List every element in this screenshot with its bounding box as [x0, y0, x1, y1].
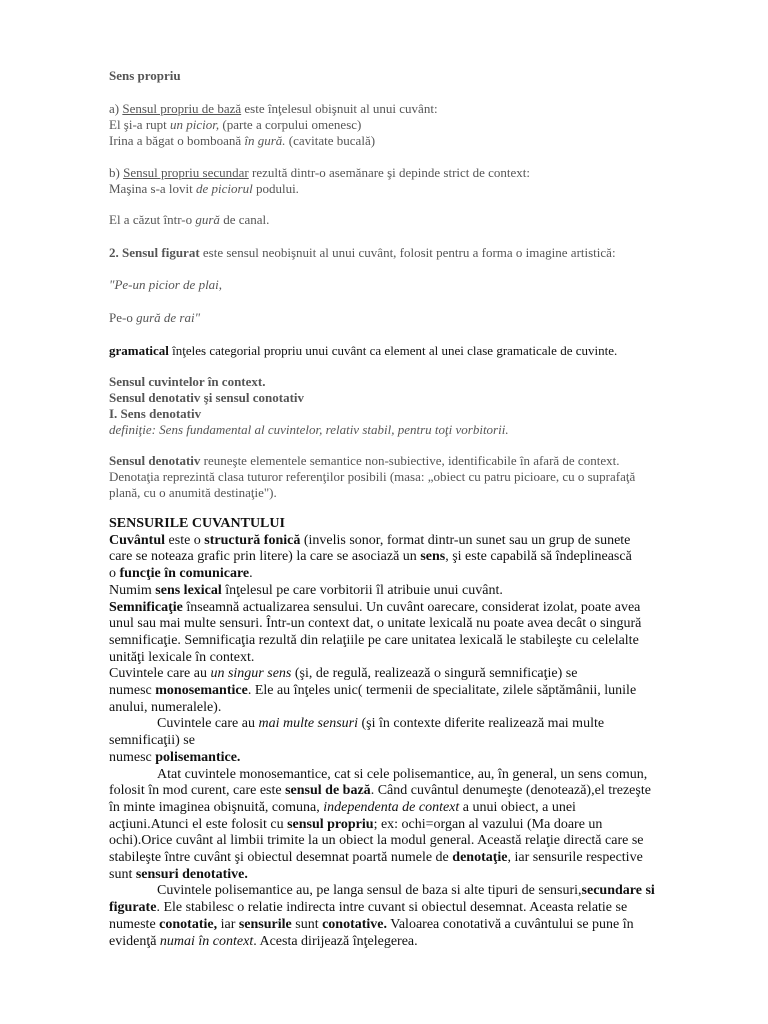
text-run: b): [109, 165, 124, 180]
text-run: Irina a băgat o bomboană: [109, 133, 245, 148]
text-line: Atat cuvintele monosemantice, cat si cele polisemantice, au, în general, un sens comun,: [157, 766, 648, 782]
text-run: înţelesul pe care vorbitorii îl atribuie unui cuvânt.: [221, 582, 503, 598]
section-sensul-figurat: [109, 245, 709, 261]
example-line: [109, 212, 709, 228]
text-run: este sensul neobişnuit al unui cuvânt, folosit pentru a forma o imagine artistică:: [199, 245, 616, 260]
text-line: [109, 817, 721, 834]
text-run: gură de rai": [136, 310, 201, 325]
text-run: Sensul denotativ: [109, 453, 201, 468]
text-run: podului.: [252, 181, 299, 196]
text-line: [109, 917, 721, 934]
text-run: acţiuni.Atunci el este folosit cu: [109, 816, 288, 832]
text-run: sens lexical: [155, 582, 222, 598]
text-run: numeste: [109, 916, 160, 932]
text-run: Sensul propriu de bază: [122, 101, 242, 116]
text-run: Valoarea conotativă a cuvântului se pune în: [387, 916, 634, 932]
text-run: conotative.: [322, 916, 388, 932]
text-run: (invelis sonor, format dintr-un sunet sau un grup de sunete: [300, 532, 631, 548]
text-run: de canal.: [219, 212, 270, 227]
text-run: Semnificaţie: [109, 599, 183, 615]
text-run: evidenţă: [109, 933, 160, 949]
text-run: polisemantice.: [155, 749, 241, 765]
text-run: conotatie,: [159, 916, 218, 932]
text-line: [109, 666, 721, 683]
text-run: Cuvintele care au: [157, 716, 259, 732]
text-run: (cavitate bucală): [285, 133, 376, 148]
definition-line: [109, 165, 709, 181]
text-run: . Când cuvântul denumeşte (denotează),el trezeşte: [370, 783, 651, 799]
section-gramatical: [109, 343, 709, 359]
text-run: sensuri denotative.: [135, 866, 248, 882]
text-line: [109, 343, 709, 359]
text-run: în minte imaginea obişnuită, comuna,: [109, 799, 324, 815]
text-run: independenta de context: [323, 799, 460, 815]
text-run: mai multe sensuri: [258, 716, 359, 732]
text-line: semnificaţii) se: [109, 733, 195, 749]
text-line: [109, 867, 721, 884]
quote-line-1: [109, 277, 709, 293]
text-run: care se noteaza grafic prin litere) la care se asociază un: [109, 549, 421, 565]
section-sensul-denotativ: [109, 453, 709, 501]
section-example-gura: [109, 212, 709, 228]
definition-denotativ: definiţie: Sens fundamental al cuvintelor, relativ stabil, pentru toţi vorbitorii.: [109, 422, 509, 437]
text-run: denotaţie: [452, 850, 508, 866]
section-sensul-secundar: [109, 165, 709, 197]
text-line: [109, 533, 721, 550]
text-run: Numim: [109, 582, 156, 598]
text-line: "Pe-un picior de plai,: [109, 277, 223, 292]
text-run: în gură.: [244, 133, 286, 148]
text-run: . Ele au înţeles unic( termenii de specialitate, zilele săptămânii, lunile: [247, 683, 637, 699]
subheading-denotativ-conotativ: Sensul denotativ şi sensul conotativ: [109, 390, 305, 405]
text-run: sensul de bază: [285, 783, 371, 799]
text-run: este o: [165, 532, 205, 548]
text-run: a): [109, 101, 123, 116]
text-run: Cuvântul: [109, 532, 166, 548]
text-run: sensul propriu: [287, 816, 374, 832]
text-run: (parte a corpului omenesc): [219, 117, 362, 132]
text-run: , iar sensurile respective: [507, 850, 643, 866]
text-run: reuneşte elementele semantice non-subiective, identificabile în afară de context.: [200, 453, 620, 468]
text-line: anului, numeralele).: [109, 699, 222, 715]
text-run: numai în context: [159, 933, 254, 949]
text-run: numesc: [109, 749, 156, 765]
text-run: sunt: [109, 866, 136, 882]
text-line: unul sau mai multe sensuri. Într-un context dat, o unitate lexicală nu poate avea decât o singură: [109, 616, 642, 632]
text-run: monosemantice: [155, 683, 248, 699]
text-run: o: [109, 566, 120, 582]
text-line: [109, 934, 721, 951]
subheading-sens-denotativ: I. Sens denotativ: [109, 406, 202, 421]
text-run: un picior,: [170, 117, 220, 132]
text-run: un singur sens: [210, 666, 292, 682]
text-run: 2. Sensul figurat: [109, 245, 200, 260]
text-run: .: [249, 566, 253, 582]
text-run: sens: [420, 549, 446, 565]
text-line: Denotaţia reprezintă clasa tuturor referenţilor posibili (masa: „obiect cu patru picioare, cu o suprafaţă: [109, 469, 636, 484]
text-line: [109, 683, 721, 700]
text-line: plană, cu o anumită destinaţie").: [109, 485, 277, 500]
text-line: [109, 850, 721, 867]
text-run: gură: [195, 212, 220, 227]
text-run: , şi este capabilă să îndeplinească: [445, 549, 632, 565]
text-run: sunt: [291, 916, 323, 932]
text-run: a unui obiect, a unei: [459, 799, 576, 815]
example-line: [109, 117, 709, 133]
text-line: semnificaţie. Semnificaţia rezultă din relaţiile pe care unitatea lexicală le stabileşte cu celelalte: [109, 632, 639, 648]
text-run: El şi-a rupt: [109, 117, 171, 132]
text-run: înţeles categorial propriu unui cuvânt ca element al unei clase gramaticale de cuvinte.: [168, 343, 618, 358]
definition-line: [109, 101, 709, 117]
section-sensurile-cuvantului: [109, 516, 721, 950]
text-run: Pe-o: [109, 310, 137, 325]
section-context: [109, 374, 709, 438]
heading-sens-propriu: Sens propriu: [109, 68, 181, 83]
text-run: funcţie în comunicare: [119, 566, 250, 582]
quote-line-2: [109, 310, 709, 326]
text-line: [109, 783, 721, 800]
text-run: de piciorul: [196, 181, 253, 196]
text-line: [109, 549, 721, 566]
text-run: rezultă dintr-o asemănare şi depinde strict de context:: [248, 165, 531, 180]
text-line: [109, 583, 721, 600]
text-run: stabileşte între cuvânt şi obiectul desemnat poartă numele de: [109, 850, 453, 866]
text-line: [109, 566, 721, 583]
text-run: figurate: [109, 900, 157, 916]
text-line: ochi).Orice cuvânt al limbii trimite la un obiect la modul general. Această relaţie directă care se: [109, 833, 644, 849]
text-run: ; ex: ochi=organ al vazului (Ma doare un: [373, 816, 603, 832]
text-run: înseamnă actualizarea sensului. Un cuvânt oarecare, considerat izolat, poate avea: [182, 599, 641, 615]
heading-sensurile-cuvantului: SENSURILE CUVANTULUI: [109, 516, 285, 531]
text-run: gramatical: [109, 343, 169, 358]
text-run: (şi în contexte diferite realizează mai multe: [358, 716, 605, 732]
text-run: El a căzut într-o: [109, 212, 196, 227]
heading-context: Sensul cuvintelor în context.: [109, 374, 266, 389]
text-line: [109, 750, 721, 767]
text-run: . Ele stabilesc o relatie indirecta intre cuvant si obiectul desemnat. Aceasta relatie se: [156, 900, 628, 916]
text-run: numesc: [109, 683, 156, 699]
text-run: iar: [217, 916, 239, 932]
text-run: Sensul propriu secundar: [123, 165, 249, 180]
text-run: secundare si: [581, 883, 655, 899]
text-run: folosit în mod curent, care este: [109, 783, 286, 799]
definition-line: [109, 245, 709, 261]
section-sens-propriu-title: [109, 68, 709, 84]
example-line: [109, 181, 709, 197]
text-run: Cuvintele care au: [109, 666, 211, 682]
section-sensul-de-baza: [109, 101, 709, 149]
text-run: este înţelesul obişnuit al unui cuvânt:: [241, 101, 438, 116]
text-line: [109, 310, 709, 326]
text-line: [109, 716, 721, 733]
text-run: sensurile: [238, 916, 292, 932]
text-line: unităţi lexicale în context.: [109, 649, 255, 665]
text-line: [109, 800, 721, 817]
text-run: Cuvintele polisemantice au, pe langa sensul de baza si alte tipuri de sensuri,: [157, 883, 582, 899]
text-line: [109, 883, 721, 900]
text-run: (şi, de regulă, realizează o singură semnificaţie) se: [291, 666, 578, 682]
text-line: [109, 453, 709, 469]
example-line: [109, 133, 709, 149]
text-line: [109, 600, 721, 617]
text-run: structură fonică: [204, 532, 301, 548]
text-run: . Acesta dirijează înţelegerea.: [253, 933, 418, 949]
text-line: [109, 900, 721, 917]
text-run: Maşina s-a lovit: [109, 181, 197, 196]
